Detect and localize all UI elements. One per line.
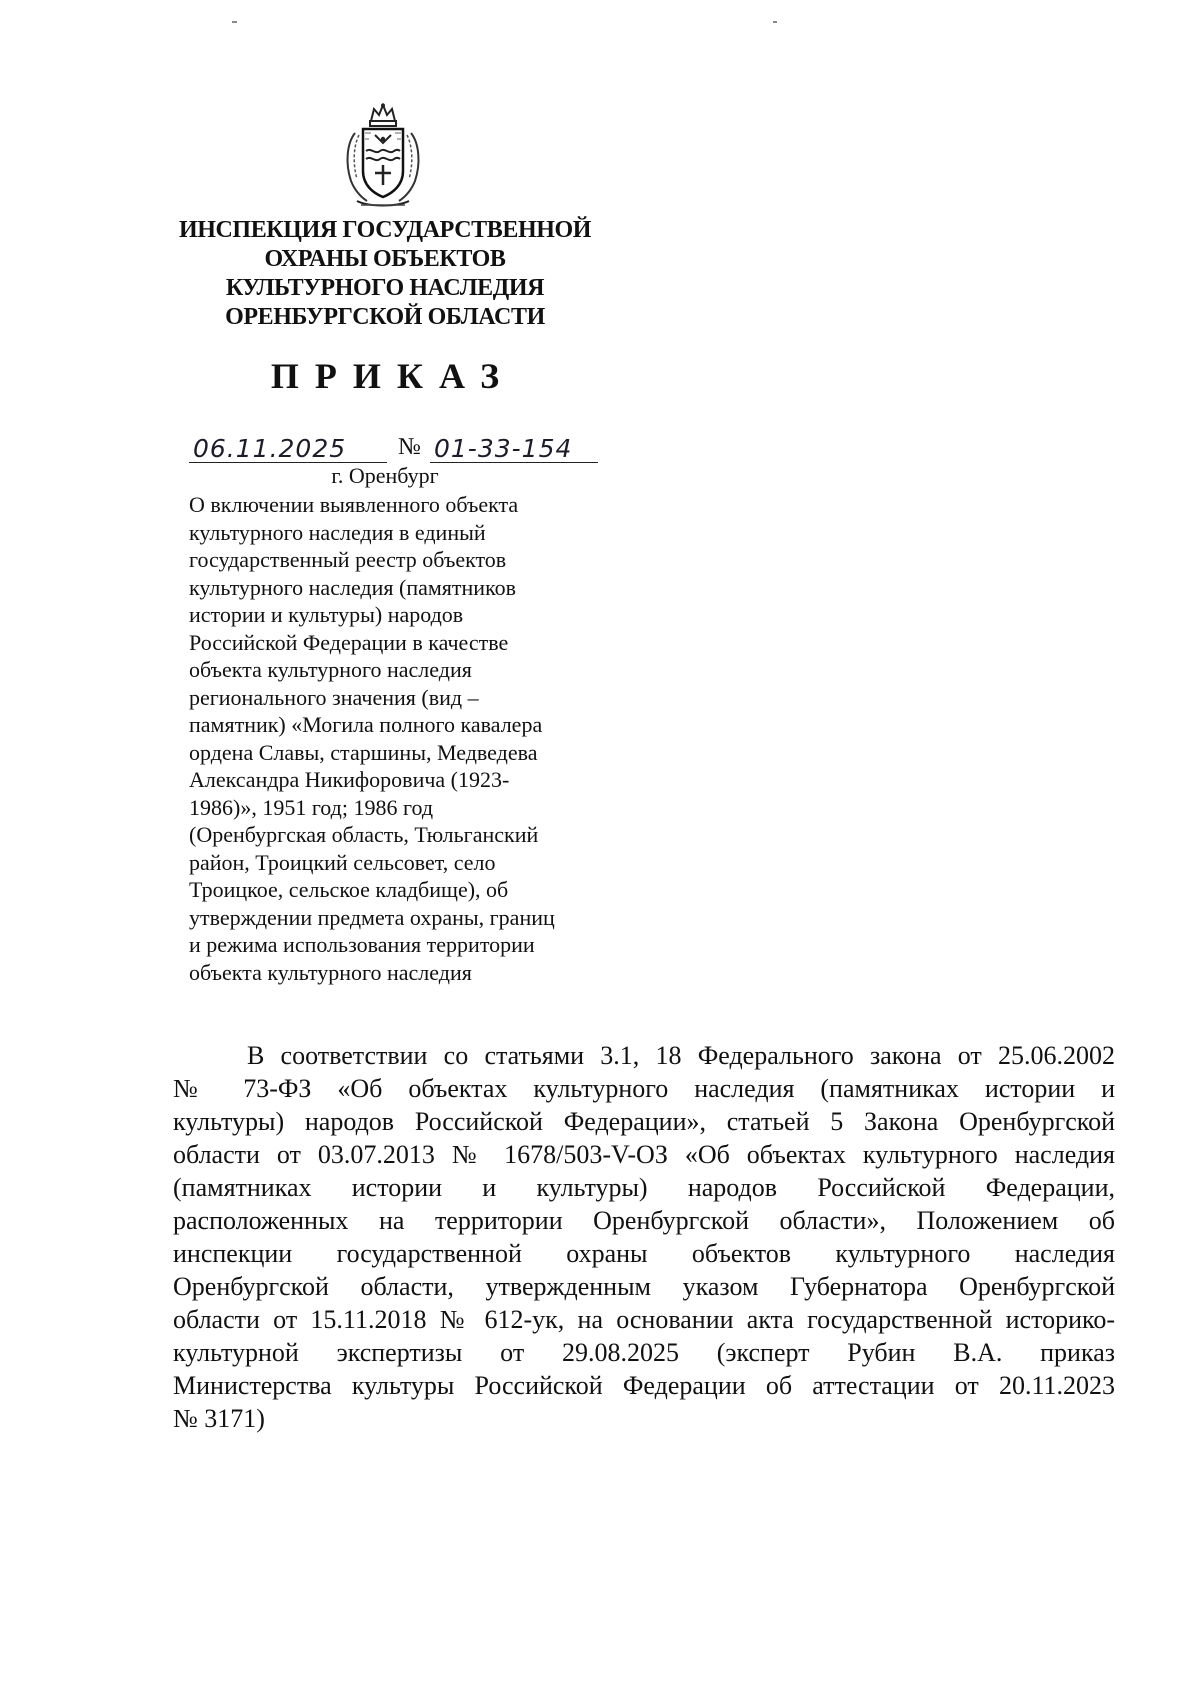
subject-line: О включении выявленного объекта bbox=[189, 492, 519, 517]
body-line: № 3171) bbox=[173, 1404, 265, 1433]
issuing-organization bbox=[170, 216, 600, 332]
document-type-title: ПРИКАЗ bbox=[270, 356, 516, 396]
scan-mark-left bbox=[232, 21, 237, 23]
subject-line: ордена Славы, старшины, Медведева bbox=[189, 739, 538, 765]
subject-line: объекта культурного наследия bbox=[189, 959, 472, 985]
subject-line: памятник) «Могила полного кавалера bbox=[189, 712, 543, 737]
body-line: В соответствии со статьями 3.1, 18 Федерального закона от 25.06.2002 bbox=[247, 1041, 1115, 1070]
subject-line: культурного наследия в единый bbox=[189, 519, 486, 545]
coat-of-arms-emblem bbox=[341, 103, 425, 211]
org-line: ИНСПЕКЦИЯ ГОСУДАРСТВЕННОЙ bbox=[178, 217, 592, 243]
subject-line: Александра Никифоровича (1923- bbox=[189, 767, 510, 792]
body-line: области от 03.07.2013 № 1678/503-V-ОЗ «Об объектах культурного наследия bbox=[173, 1140, 1115, 1169]
number-field bbox=[430, 428, 598, 463]
body-line: культурной экспертизы от 29.08.2025 (эксперт Рубин В.А. приказ bbox=[173, 1338, 1115, 1367]
subject-line: Российской Федерации в качестве bbox=[189, 629, 509, 655]
subject-line: (Оренбургская область, Тюльганский bbox=[189, 822, 539, 847]
subject-line: регионального значения (вид – bbox=[189, 684, 479, 710]
body-line: Министерства культуры Российской Федерации об аттестации от 20.11.2023 bbox=[173, 1371, 1115, 1400]
handwritten-date: 06.11.2025 bbox=[193, 434, 347, 463]
subject-line: государственный реестр объектов bbox=[189, 547, 507, 572]
number-sign: № bbox=[398, 434, 421, 460]
scan-mark-right bbox=[773, 21, 777, 23]
org-line: ОРЕНБУРГСКОЙ ОБЛАСТИ bbox=[225, 304, 545, 330]
body-line: области от 15.11.2018 № 612-ук, на основании акта государственной историко- bbox=[173, 1305, 1115, 1334]
order-subject bbox=[189, 491, 609, 986]
subject-line: район, Троицкий сельсовет, село bbox=[189, 849, 496, 875]
subject-line: Троицкое, сельское кладбище), об bbox=[189, 877, 509, 902]
body-line: расположенных на территории Оренбургской области», Положением об bbox=[173, 1206, 1115, 1235]
date-field bbox=[189, 428, 387, 463]
subject-line: 1986)», 1951 год; 1986 год bbox=[189, 794, 434, 820]
body-line: № 73-ФЗ «Об объектах культурного наследия (памятниках истории и bbox=[173, 1074, 1115, 1103]
order-preamble-paragraph bbox=[173, 1039, 1115, 1435]
org-line: ОХРАНЫ ОБЪЕКТОВ bbox=[264, 246, 506, 272]
subject-line: утверждении предмета охраны, границ bbox=[189, 904, 555, 930]
handwritten-number: 01-33-154 bbox=[434, 434, 573, 463]
org-line: КУЛЬТУРНОГО НАСЛЕДИЯ bbox=[225, 275, 545, 301]
subject-line: истории и культуры) народов bbox=[189, 602, 464, 627]
subject-line: объекта культурного наследия bbox=[189, 657, 472, 682]
body-line: (памятниках истории и культуры) народов Российской Федерации, bbox=[173, 1173, 1115, 1202]
body-line: инспекции государственной охраны объектов культурного наследия bbox=[173, 1239, 1115, 1268]
subject-line: и режима использования территории bbox=[189, 932, 535, 957]
body-line: Оренбургской области, утвержденным указом Губернатора Оренбургской bbox=[173, 1272, 1115, 1301]
body-line: культуры) народов Российской Федерации», статьей 5 Закона Оренбургской bbox=[173, 1107, 1115, 1136]
subject-line: культурного наследия (памятников bbox=[189, 574, 517, 600]
issue-city: г. Оренбург bbox=[331, 463, 439, 488]
